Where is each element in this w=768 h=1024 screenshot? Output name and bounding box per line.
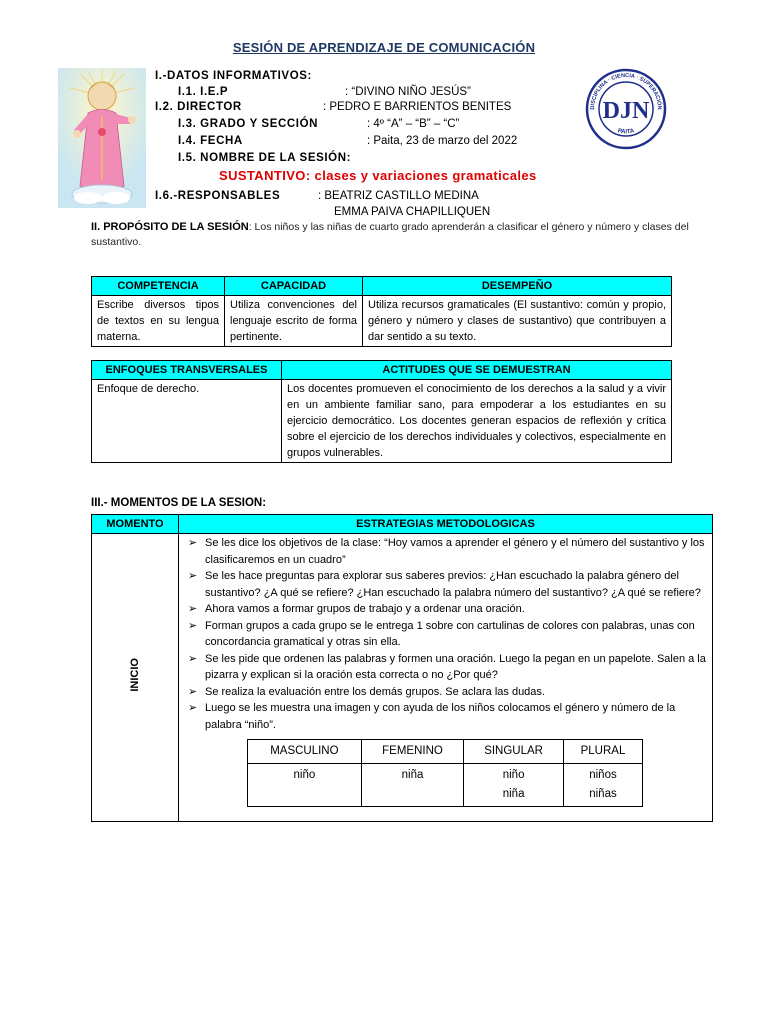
page-title: SESIÓN DE APRENDIZAJE DE COMUNICACIÓN bbox=[232, 40, 536, 55]
momento-inicio-label: INICIO bbox=[129, 658, 141, 692]
momento-cell bbox=[92, 534, 179, 822]
proposito-text: : Los niños y las niñas de cuarto grado aprenderán a clasificar el género y número y clases del sustantivo. bbox=[91, 221, 689, 248]
list-item: ➢ Se les pide que ordenen las palabras y formen una oración. Luego la pegan en un papelote. Salen a la pizarra y explican si la oración esta correcta o no ¿Por qué? bbox=[188, 652, 706, 681]
estrategias-list bbox=[185, 535, 706, 733]
school-logo bbox=[585, 68, 667, 150]
arrow-bullet-icon: ➢ bbox=[188, 652, 198, 665]
fecha-value: : Paita, 23 de marzo del 2022 bbox=[367, 135, 518, 147]
proposito-heading: II. PROPÓSITO DE LA SESIÓN bbox=[91, 221, 249, 233]
grado-label: I.3. GRADO Y SECCIÓN bbox=[178, 118, 319, 130]
session-name: SUSTANTIVO: clases y variaciones gramaticales bbox=[219, 168, 537, 183]
iep-label: I.1. I.E.P bbox=[178, 86, 229, 98]
header-femenino: FEMENINO bbox=[361, 740, 463, 764]
proposito-paragraph bbox=[91, 220, 701, 250]
header-singular: SINGULAR bbox=[464, 740, 564, 764]
momentos-table bbox=[91, 514, 713, 822]
estrategias-cell bbox=[179, 534, 713, 822]
arrow-bullet-icon: ➢ bbox=[188, 603, 198, 615]
arrow-bullet-icon: ➢ bbox=[188, 537, 198, 549]
enfoques-table bbox=[91, 360, 672, 463]
singular-value: niña bbox=[502, 788, 525, 800]
header-estrategias: ESTRATEGIAS METODOLOGICAS bbox=[179, 515, 713, 534]
director-value: : PEDRO E BARRIENTOS BENITES bbox=[323, 101, 512, 113]
header-desempeno: DESEMPEÑO bbox=[363, 277, 672, 296]
genero-numero-table bbox=[247, 739, 643, 807]
child-jesus-illustration bbox=[58, 68, 146, 208]
iep-value: : “DIVINO NIÑO JESÚS” bbox=[345, 86, 471, 98]
datos-heading: I.-DATOS INFORMATIVOS: bbox=[155, 70, 312, 82]
momentos-heading: III.- MOMENTOS DE LA SESION: bbox=[91, 497, 267, 509]
responsable-1: : BEATRIZ CASTILLO MEDINA bbox=[318, 190, 479, 202]
list-item: ➢ Forman grupos a cada grupo se le entrega 1 sobre con cartulinas de colores con palabras, unas con concordancia gramatical y otras sin ella. bbox=[188, 619, 695, 648]
header-competencia: COMPETENCIA bbox=[92, 277, 225, 296]
femenino-cell: niña bbox=[361, 764, 463, 807]
svg-text:PAITA: PAITA bbox=[617, 128, 635, 136]
list-item: ➢ Se realiza la evaluación entre los demás grupos. Se aclara las dudas. bbox=[185, 684, 706, 701]
list-item: ➢ Se les hace preguntas para explorar sus saberes previos: ¿Han escuchado la palabra género del sustantivo? ¿A qué se refiere? ¿Han escuchado la palabra número del sustantivo? ¿A qué se refiere? bbox=[188, 570, 701, 599]
director-label: I.2. DIRECTOR bbox=[155, 101, 242, 113]
header-plural: PLURAL bbox=[563, 740, 642, 764]
arrow-bullet-icon: ➢ bbox=[188, 619, 198, 632]
capacidad-cell: Utiliza convenciones del lenguaje escrito de forma pertinente. bbox=[225, 296, 363, 347]
list-item: ➢ Se les dice los objetivos de la clase: “Hoy vamos a aprender el género y el número del sustantivo y los clasificaremos en un cuadro” bbox=[188, 537, 705, 566]
desempeno-cell: Utiliza recursos gramaticales (El sustantivo: común y propio, género y número y clases de sustantivo) que contribuyen a dar sentido a su texto. bbox=[363, 296, 672, 347]
nombre-sesion-label: I.5. NOMBRE DE LA SESIÓN: bbox=[178, 152, 352, 164]
header-enfoques: ENFOQUES TRANSVERSALES bbox=[92, 361, 282, 380]
actitudes-cell: Los docentes promueven el conocimiento de los derechos a la salud y a vivir en un ambiente familiar sano, para empoderar a los estudiantes en su ejercicio democrático. Los docentes generan espacios de reflexión y crítica sobre el ejercicio de los derechos individuales y colectivos, especialmente en grupos vulnerables. bbox=[282, 380, 672, 463]
singular-cell bbox=[464, 764, 564, 807]
competencia-cell: Escribe diversos tipos de textos en su lengua materna. bbox=[92, 296, 225, 347]
plural-cell bbox=[563, 764, 642, 807]
child-jesus-image bbox=[58, 68, 146, 208]
list-item: ➢ Luego se les muestra una imagen y con ayuda de los niños colocamos el género y número de la palabra “niño”. bbox=[188, 702, 676, 731]
competencias-table bbox=[91, 276, 672, 347]
school-seal-icon bbox=[585, 68, 667, 150]
list-item: ➢ Ahora vamos a formar grupos de trabajo y a ordenar una oración. bbox=[185, 601, 706, 618]
svg-text:DJN: DJN bbox=[602, 98, 650, 124]
responsables-label: I.6.-RESPONSABLES bbox=[155, 190, 281, 202]
grado-value: : 4º “A” – “B” – “C” bbox=[367, 118, 460, 130]
header-masculino: MASCULINO bbox=[248, 740, 362, 764]
singular-value: niño bbox=[502, 769, 525, 781]
svg-text:DISCIPLINA · CIENCIA · SUPERAC: DISCIPLINA · CIENCIA · SUPERACIÓN bbox=[589, 72, 663, 110]
header-actitudes: ACTITUDES QUE SE DEMUESTRAN bbox=[282, 361, 672, 380]
plural-value: niñas bbox=[589, 788, 617, 800]
responsable-2: EMMA PAIVA CHAPILLIQUEN bbox=[334, 206, 491, 218]
fecha-label: I.4. FECHA bbox=[178, 135, 243, 147]
masculino-cell: niño bbox=[248, 764, 362, 807]
arrow-bullet-icon: ➢ bbox=[188, 702, 198, 714]
arrow-bullet-icon: ➢ bbox=[188, 685, 198, 698]
arrow-bullet-icon: ➢ bbox=[188, 570, 198, 582]
enfoque-cell: Enfoque de derecho. bbox=[92, 380, 282, 463]
plural-value: niños bbox=[589, 769, 617, 781]
header-capacidad: CAPACIDAD bbox=[225, 277, 363, 296]
header-momento: MOMENTO bbox=[92, 515, 179, 534]
